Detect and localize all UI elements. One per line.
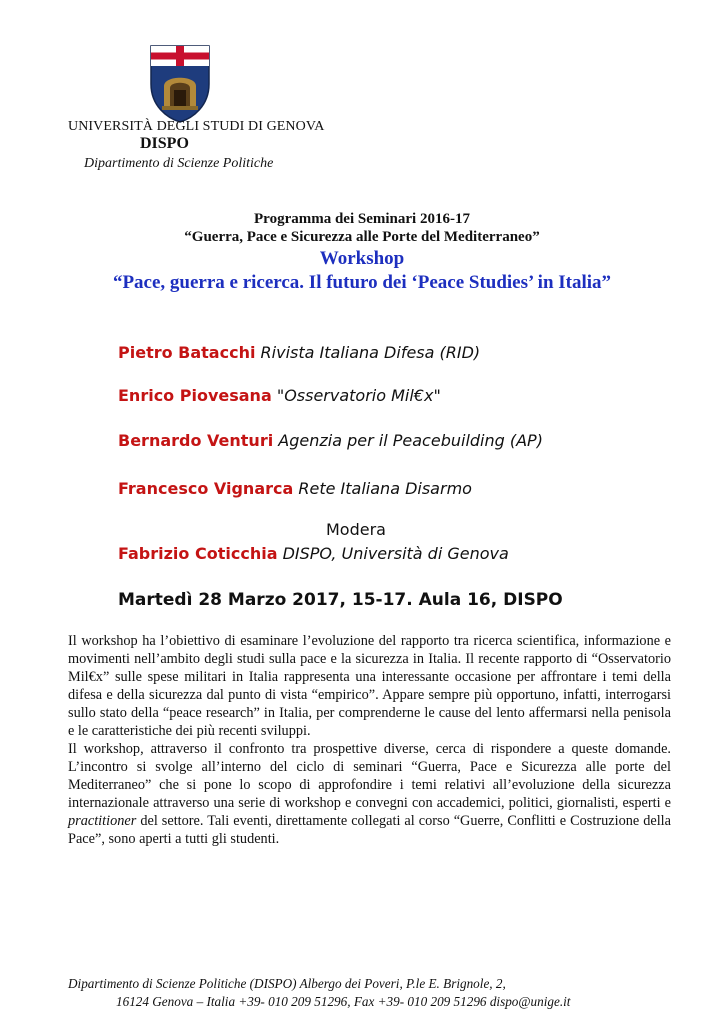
speaker-name: Pietro Batacchi [118, 343, 256, 362]
moderator-affiliation: DISPO, Università di Genova [282, 544, 509, 563]
speaker-affiliation: Rete Italiana Disarmo [298, 479, 472, 498]
emphasized-term: practitioner [68, 813, 137, 829]
speaker-affiliation: Rivista Italiana Difesa (RID) [260, 343, 481, 362]
university-crest-logo [147, 42, 213, 124]
speaker-row [118, 431, 543, 450]
moderator-row [118, 544, 509, 563]
description-paragraph [68, 740, 671, 848]
workshop-title: “Pace, guerra e ricerca. Il futuro dei ‘Peace Studies’ in Italia” [112, 272, 612, 293]
moderator-name: Fabrizio Coticchia [118, 544, 278, 563]
moderator-label: Modera [326, 520, 386, 539]
speaker-name: Francesco Vignarca [118, 479, 294, 498]
workshop-label: Workshop [319, 248, 405, 269]
footer-contact [68, 975, 668, 1011]
speaker-row [118, 343, 480, 362]
program-title: Programma dei Seminari 2016-17 [254, 211, 470, 227]
speaker-affiliation: Agenzia per il Peacebuilding (AP) [278, 431, 543, 450]
department-acronym: DISPO [140, 135, 189, 152]
speaker-name: Enrico Piovesana [118, 386, 272, 405]
speaker-name: Bernardo Venturi [118, 431, 274, 450]
paragraph-text: Il workshop, attraverso il confronto tra prospettive diverse, cerca di rispondere a queste domande. L’incontro si svolge all’interno del ciclo di seminari “Guerra, Pace e Sicurezza alle porte del Mediterraneo” che si pone lo scopo di approfondire i temi relativi all’evoluzione della sicurezza internazionale attraverso una serie di workshop e convegni con accademici, politici, giornalisti, esperti e [68, 741, 671, 811]
department-name: Dipartimento di Scienze Politiche [84, 156, 274, 171]
description-body [68, 632, 671, 848]
university-name: UNIVERSITÀ DEGLI STUDI DI GENOVA [68, 119, 325, 134]
footer-address: Dipartimento di Scienze Politiche (DISPO) Albergo dei Poveri, P.le E. Brignole, 2, [68, 976, 506, 991]
speaker-row [118, 479, 472, 498]
footer-phone-email: 16124 Genova – Italia +39- 010 209 51296, Fax +39- 010 209 51296 dispo@unige.it [116, 994, 571, 1009]
speaker-affiliation: "Osservatorio Mil€x" [276, 386, 441, 405]
event-date: Martedì 28 Marzo 2017, 15-17. Aula 16, DISPO [118, 590, 563, 610]
paragraph-text: del settore. Tali eventi, direttamente collegati al corso “Guerre, Conflitti e Costruzione della Pace”, sono aperti a tutti gli studenti. [68, 813, 671, 847]
seminar-series-title: “Guerra, Pace e Sicurezza alle Porte del Mediterraneo” [184, 229, 540, 245]
description-paragraph: Il workshop ha l’obiettivo di esaminare l’evoluzione del rapporto tra ricerca scientifica, informazione e movimenti nell’ambito degli studi sulla pace e la sicurezza in Italia. Il recente rapporto di “Osservatorio Mil€x” sulle spese militari in Italia rappresenta una interessante occasione per affrontare i temi della difesa e della sicurezza dal punto di vista “empirico”. Appare sempre più opportuno, infatti, interrogarsi sullo stato della “peace research” in Italia, per comprenderne le cause del lento affermarsi nella penisola e le caratteristiche dei più recenti sviluppi. [68, 633, 671, 739]
speaker-row [118, 386, 441, 405]
